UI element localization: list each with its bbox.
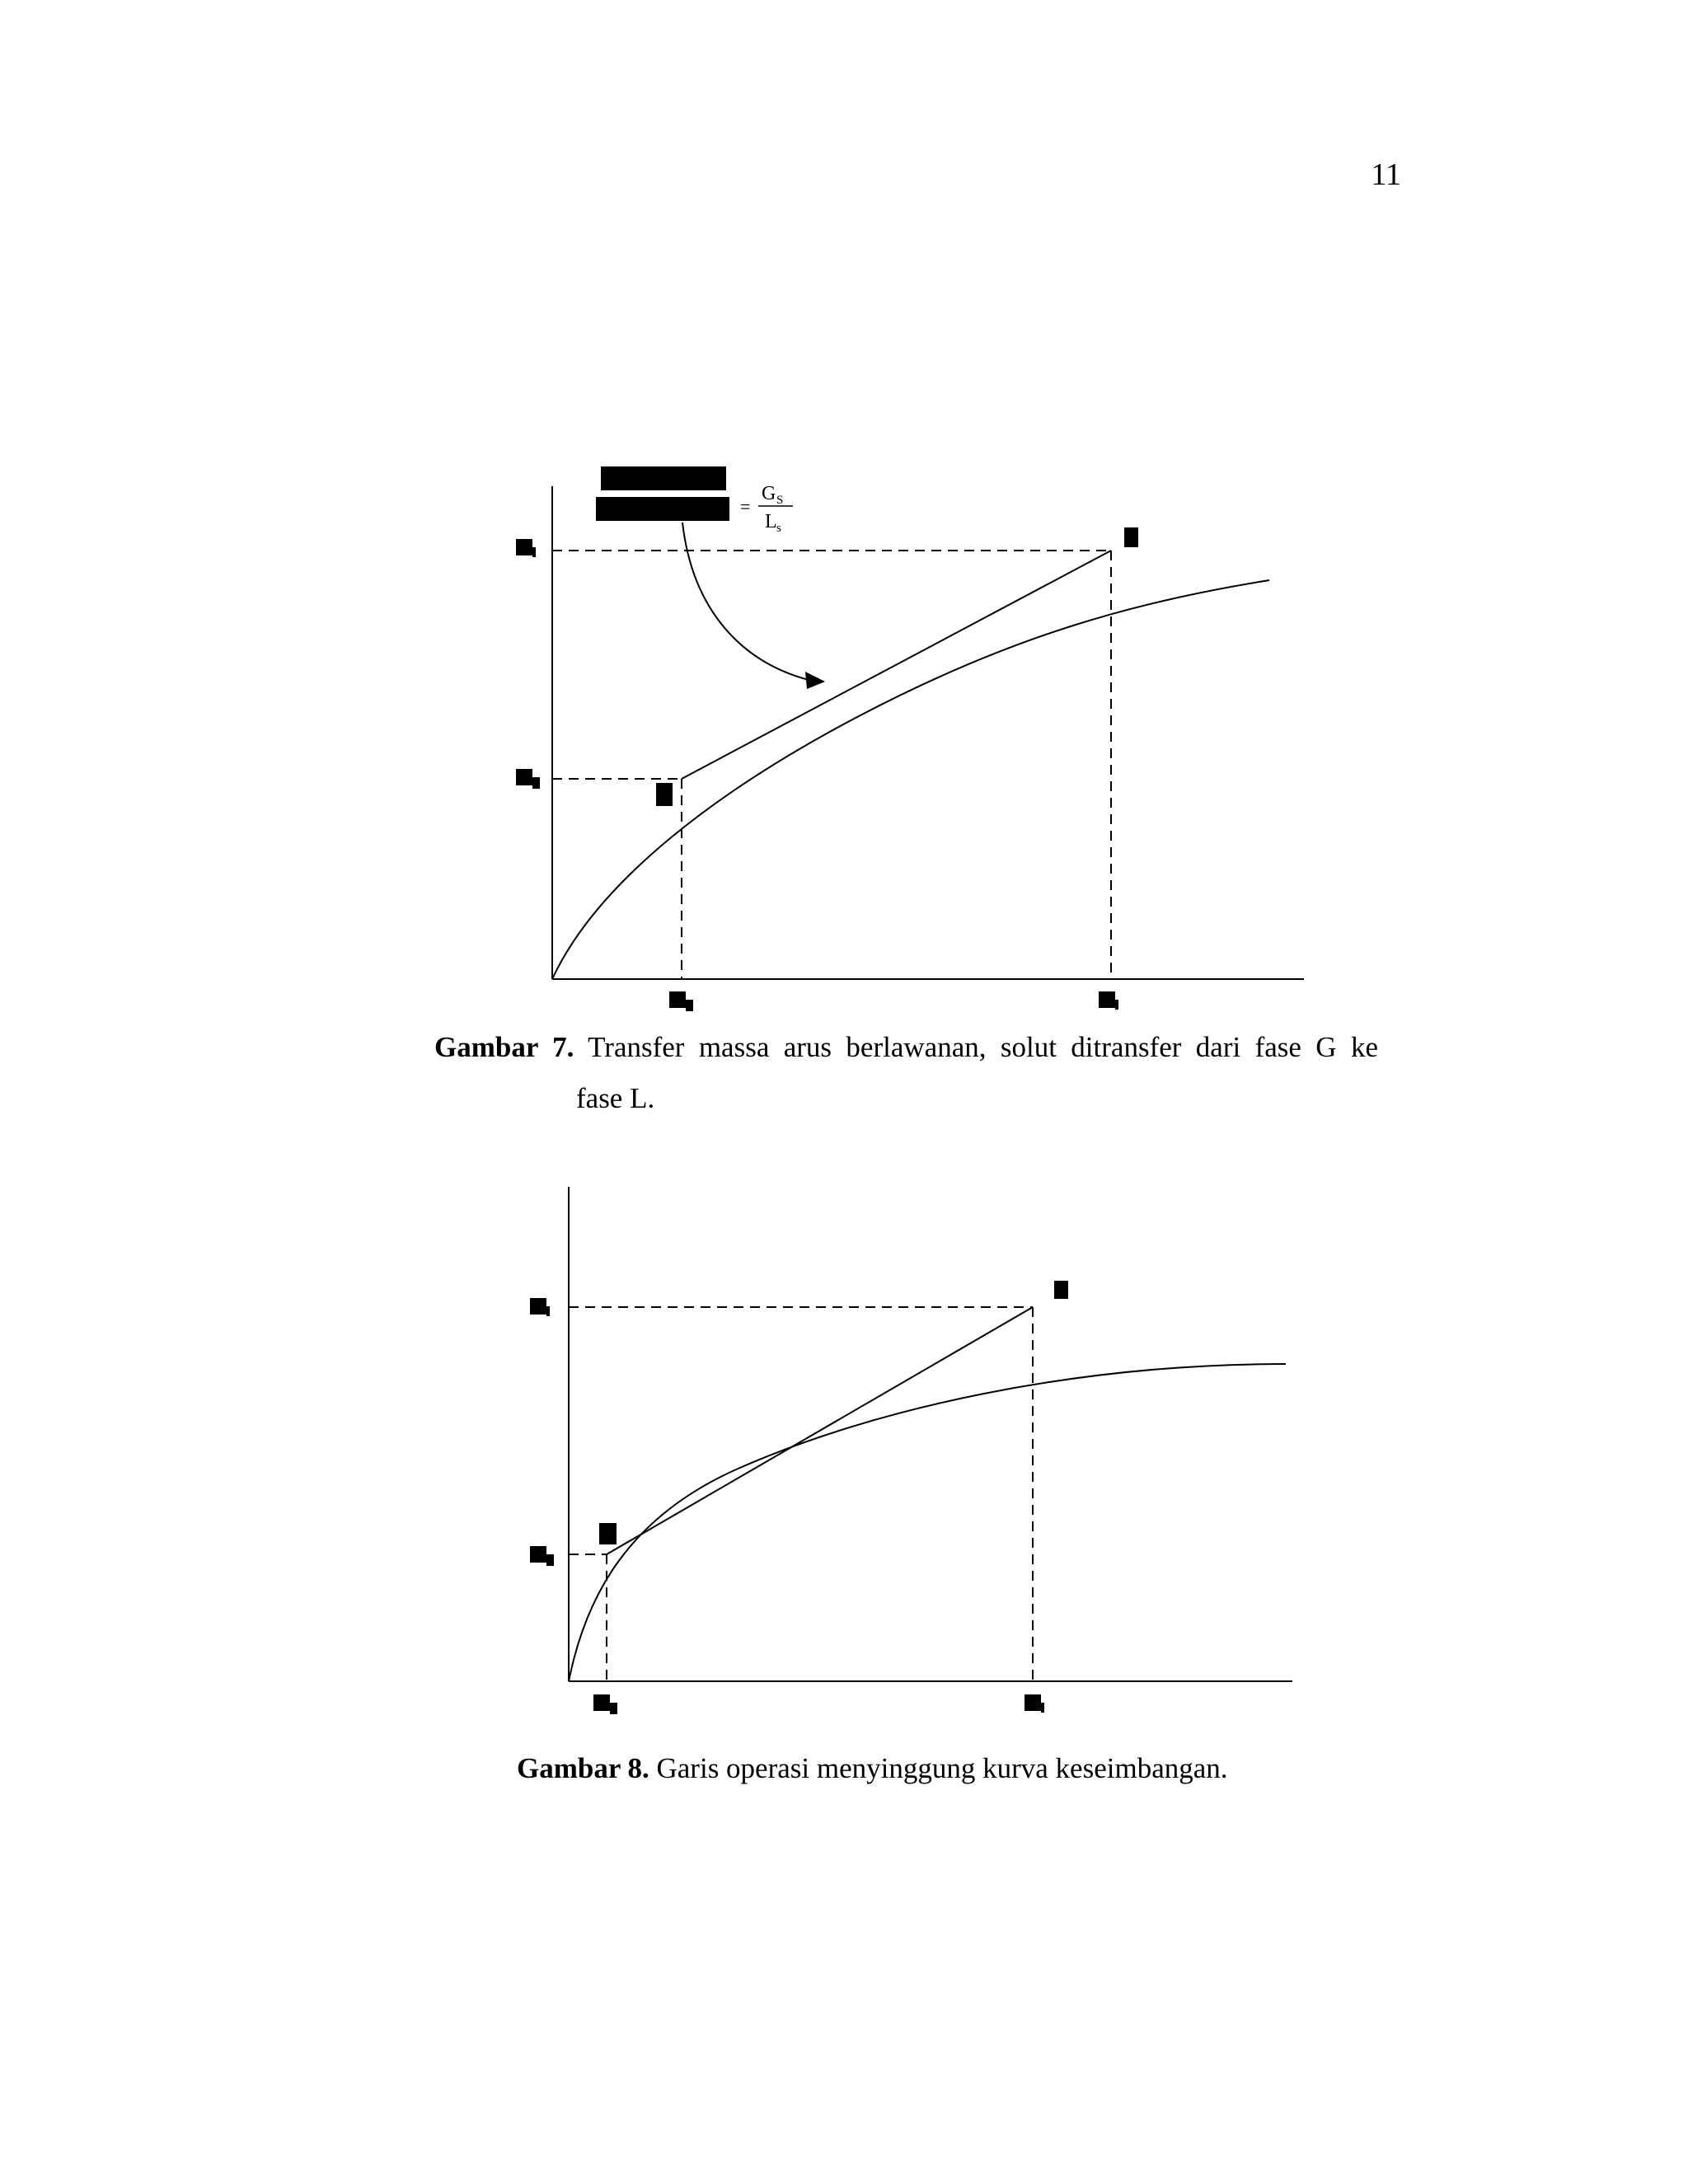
fig7-y-label-top bbox=[516, 539, 536, 557]
fig7-slope-denominator-sub: s bbox=[776, 522, 781, 535]
figure-8-caption bbox=[517, 1743, 1228, 1794]
figure-7-caption-label: Gambar 7. bbox=[434, 1031, 574, 1063]
figure-7-caption-text-line2: fase L. bbox=[576, 1082, 655, 1114]
figure-7-caption-text-line1: Transfer massa arus berlawanan, solut ditransfer dari fase G ke bbox=[588, 1031, 1379, 1063]
fig8-x-label-left bbox=[593, 1694, 617, 1714]
fig8-operating-line bbox=[607, 1307, 1033, 1554]
fig8-y-label-top bbox=[530, 1298, 550, 1316]
fig7-slope-numerator-sub: S bbox=[776, 494, 784, 507]
fig8-point-label-bottom bbox=[599, 1523, 617, 1544]
fig7-operating-line bbox=[682, 551, 1111, 779]
fig8-x-label-right bbox=[1025, 1694, 1044, 1713]
fig7-slope-denominator: L bbox=[765, 511, 777, 532]
fig7-point-label-top bbox=[1124, 527, 1138, 547]
fig7-x-label-left bbox=[669, 991, 693, 1011]
fig7-slope-denominator-box bbox=[596, 497, 729, 521]
figure-7-diagram bbox=[0, 0, 1688, 1030]
fig7-point-label-bottom bbox=[656, 783, 673, 806]
fig8-equilibrium-curve bbox=[569, 1364, 1286, 1681]
fig7-arrow-head-icon bbox=[805, 672, 825, 689]
figure-7-caption bbox=[434, 1022, 1378, 1124]
figure-8-caption-label: Gambar 8. bbox=[517, 1752, 649, 1784]
fig7-curved-arrow bbox=[682, 523, 812, 681]
figure-8-caption-text: Garis operasi menyinggung kurva keseimbangan. bbox=[656, 1752, 1228, 1784]
fig7-slope-equals: = bbox=[740, 496, 751, 517]
fig7-y-label-bottom bbox=[516, 769, 540, 789]
fig8-y-label-bottom bbox=[530, 1546, 554, 1566]
fig7-slope-numerator-box bbox=[601, 466, 726, 490]
page-number: 11 bbox=[1371, 157, 1401, 192]
fig8-point-label-top bbox=[1054, 1281, 1068, 1299]
fig7-slope-numerator: G bbox=[762, 483, 776, 504]
fig7-x-label-right bbox=[1099, 991, 1118, 1010]
